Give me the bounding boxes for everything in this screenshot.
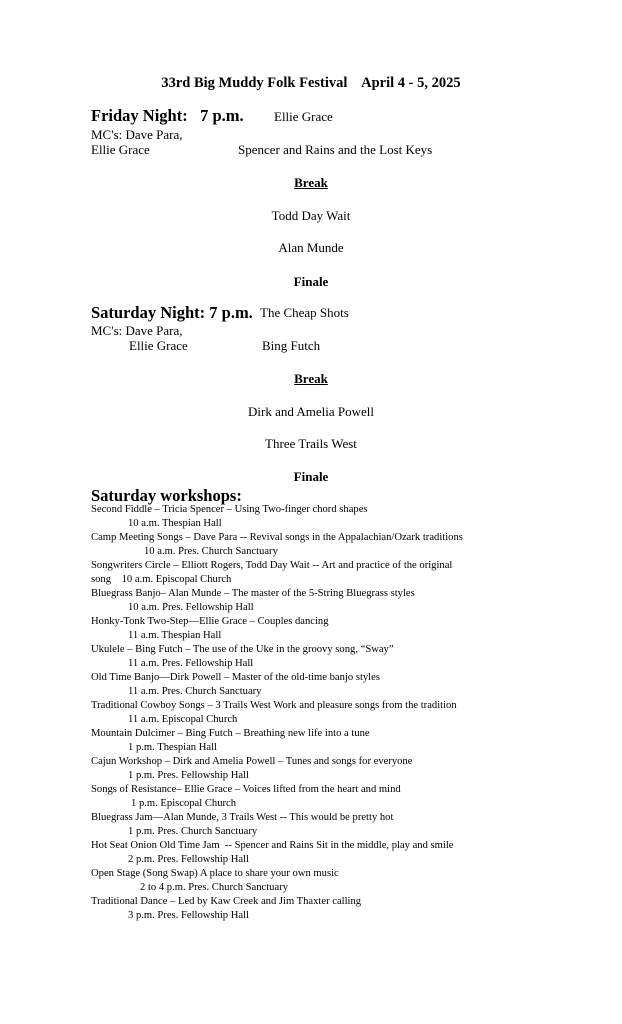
saturday-break: Break xyxy=(294,371,328,386)
workshop-title: Hot Seat Onion Old Time Jam -- Spencer and Rains Sit in the middle, play and smile xyxy=(91,840,454,851)
workshops-heading: Saturday workshops: xyxy=(91,486,242,505)
workshop-time: 11 a.m. Pres. Fellowship Hall xyxy=(128,658,254,669)
workshop-title: Ukulele – Bing Futch – The use of the Uke in the groovy song, “Sway” xyxy=(91,644,394,655)
workshop-time: 10 a.m. Pres. Fellowship Hall xyxy=(128,602,254,613)
workshop-title: Traditional Cowboy Songs – 3 Trails West Work and pleasure songs from the tradition xyxy=(91,700,457,711)
workshop-title: Songwriters Circle – Elliott Rogers, Todd Day Wait -- Art and practice of the original xyxy=(91,560,453,571)
saturday-heading: Saturday Night: 7 p.m. xyxy=(91,303,253,322)
friday-mc-line-1: MC's: Dave Para, xyxy=(91,127,183,142)
workshop-time: 10 a.m. Pres. Church Sanctuary xyxy=(144,546,278,557)
workshop-title: Cajun Workshop – Dirk and Amelia Powell – Tunes and songs for everyone xyxy=(91,756,413,767)
saturday-act-4: Three Trails West xyxy=(265,436,357,451)
saturday-finale: Finale xyxy=(293,469,329,484)
workshop-time: 1 p.m. Pres. Fellowship Hall xyxy=(128,770,249,781)
workshop-title: Honky-Tonk Two-Step—Ellie Grace – Couples dancing xyxy=(91,616,329,627)
saturday-act-3: Dirk and Amelia Powell xyxy=(247,404,374,419)
friday-act-1: Ellie Grace xyxy=(274,109,333,124)
workshop-time: 10 a.m. Thespian Hall xyxy=(128,518,222,529)
workshop-time: 1 p.m. Thespian Hall xyxy=(128,742,217,753)
friday-finale: Finale xyxy=(293,274,329,289)
workshop-time: 2 p.m. Pres. Fellowship Hall xyxy=(128,854,249,865)
workshop-title: Open Stage (Song Swap) A place to share your own music xyxy=(91,868,339,879)
workshop-title: Songs of Resistance– Ellie Grace – Voices lifted from the heart and mind xyxy=(91,784,401,795)
friday-act-4: Alan Munde xyxy=(278,240,344,255)
workshop-time: 2 to 4 p.m. Pres. Church Sanctuary xyxy=(140,882,288,893)
workshop-time: 1 p.m. Episcopal Church xyxy=(131,798,237,809)
saturday-act-1: The Cheap Shots xyxy=(260,305,349,320)
workshop-title: Second Fiddle – Tricia Spencer – Using Two-finger chord shapes xyxy=(91,504,368,515)
saturday-mc-line-1: MC's: Dave Para, xyxy=(91,323,183,338)
workshop-title: Bluegrass Banjo– Alan Munde – The master of the 5-String Bluegrass styles xyxy=(91,588,415,599)
friday-act-2: Spencer and Rains and the Lost Keys xyxy=(238,142,433,157)
saturday-mc-line-2: Ellie Grace xyxy=(129,338,188,353)
friday-mc-line-2: Ellie Grace xyxy=(91,142,150,157)
friday-act-3: Todd Day Wait xyxy=(271,208,351,223)
saturday-act-2: Bing Futch xyxy=(262,338,321,353)
workshop-title: Bluegrass Jam—Alan Munde, 3 Trails West -- This would be pretty hot xyxy=(91,812,394,823)
festival-title: 33rd Big Muddy Folk Festival April 4 - 5, 2025 xyxy=(161,75,461,91)
workshop-time: 3 p.m. Pres. Fellowship Hall xyxy=(128,910,249,921)
friday-heading: Friday Night: 7 p.m. xyxy=(91,106,244,125)
workshop-time: 11 a.m. Thespian Hall xyxy=(128,630,222,641)
workshop-title: Camp Meeting Songs – Dave Para -- Revival songs in the Appalachian/Ozark traditions xyxy=(91,532,463,543)
workshop-time: 11 a.m. Episcopal Church xyxy=(128,714,238,725)
workshop-title: Traditional Dance – Led by Kaw Creek and Jim Thaxter calling xyxy=(91,896,362,907)
workshop-time: song 10 a.m. Episcopal Church xyxy=(91,574,232,585)
workshop-time: 1 p.m. Pres. Church Sanctuary xyxy=(128,826,258,837)
workshop-title: Mountain Dulcimer – Bing Futch – Breathing new life into a tune xyxy=(91,728,370,739)
workshop-title: Old Time Banjo—Dirk Powell – Master of the old-time banjo styles xyxy=(91,672,380,683)
friday-break: Break xyxy=(294,175,328,190)
workshop-time: 11 a.m. Pres. Church Sanctuary xyxy=(128,686,262,697)
